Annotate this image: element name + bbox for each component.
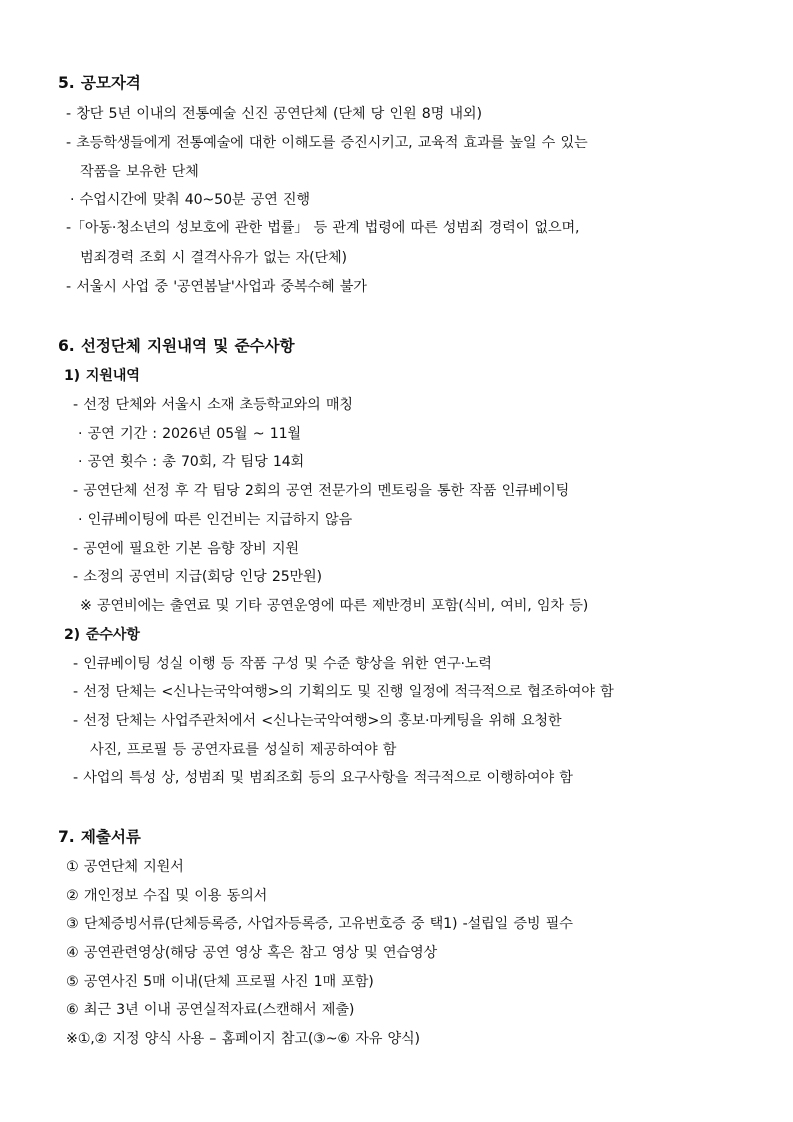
sec6-sub2-line-5: - 사업의 특성 상, 성범죄 및 범죄조회 등의 요구사항을 적극적으로 이행하여야 함 [73,770,573,786]
sec6-sub1-line-2: · 공연 기간 : 2026년 05월 ~ 11월 [78,426,301,442]
sec6-sub1-line-3: · 공연 횟수 : 총 70회, 각 팀당 14회 [78,454,305,470]
sec7-note: ※①,② 지정 양식 사용 – 홈페이지 참고(③~⑥ 자유 양식) [66,1031,420,1047]
sec6-sub1-line-6: - 공연에 필요한 기본 음향 장비 지원 [73,541,299,557]
sec6-sub2-line-2: - 선정 단체는 <신나는국악여행>의 기획의도 및 진행 일정에 적극적으로 협조하여야 함 [73,684,614,700]
sec5-line-5: -「아동·청소년의 성보호에 관한 법률」 등 관계 법령에 따른 성범죄 경력이 없으며, [66,220,580,236]
section-7-title: 7. 제출서류 [58,828,141,846]
sec7-item-5: ⑤ 공연사진 5매 이내(단체 프로필 사진 1매 포함) [66,974,374,990]
sec6-sub1-line-7: - 소정의 공연비 지급(회당 인당 25만원) [73,569,322,585]
sec7-item-3: ③ 단체증빙서류(단체등록증, 사업자등록증, 고유번호증 중 택1) -설립일 증빙 필수 [66,916,573,932]
sec7-item-6: ⑥ 최근 3년 이내 공연실적자료(스캔해서 제출) [66,1002,355,1018]
section-6-sub2-title: 2) 준수사항 [64,627,140,643]
sec6-sub2-line-3: - 선정 단체는 사업주관처에서 <신나는국악여행>의 홍보·마케팅을 위해 요청한 [73,713,562,729]
sec6-sub2-line-4: 사진, 프로필 등 공연자료를 성실히 제공하여야 함 [90,742,397,758]
section-6-title: 6. 선정단체 지원내역 및 준수사항 [58,337,295,355]
section-5-title: 5. 공모자격 [58,74,141,92]
sec6-sub1-note: ※ 공연비에는 출연료 및 기타 공연운영에 따른 제반경비 포함(식비, 여비, 임차 등) [80,598,589,614]
sec5-line-3: 작품을 보유한 단체 [80,164,199,180]
sec6-sub1-line-4: - 공연단체 선정 후 각 팀당 2회의 공연 전문가의 멘토링을 통한 작품 인큐베이팅 [73,483,570,499]
sec5-line-1: - 창단 5년 이내의 전통예술 신진 공연단체 (단체 당 인원 8명 내외) [66,106,482,122]
sec6-sub2-line-1: - 인큐베이팅 성실 이행 등 작품 구성 및 수준 향상을 위한 연구·노력 [73,656,492,672]
section-6-sub1-title: 1) 지원내역 [64,368,140,384]
sec6-sub1-line-5: · 인큐베이팅에 따른 인건비는 지급하지 않음 [78,512,352,528]
sec5-line-4: · 수업시간에 맞춰 40~50분 공연 진행 [70,192,310,208]
sec7-item-1: ① 공연단체 지원서 [66,859,184,875]
sec7-item-4: ④ 공연관련영상(해당 공연 영상 혹은 참고 영상 및 연습영상 [66,945,437,961]
sec7-item-2: ② 개인정보 수집 및 이용 동의서 [66,888,268,904]
sec6-sub1-line-1: - 선정 단체와 서울시 소재 초등학교와의 매칭 [73,397,353,413]
sec5-line-7: - 서울시 사업 중 '공연봄날'사업과 중복수혜 불가 [66,279,367,295]
sec5-line-2: - 초등학생들에게 전통예술에 대한 이해도를 증진시키고, 교육적 효과를 높일 수 있는 [66,135,588,151]
sec5-line-6: 범죄경력 조회 시 결격사유가 없는 자(단체) [80,250,347,266]
